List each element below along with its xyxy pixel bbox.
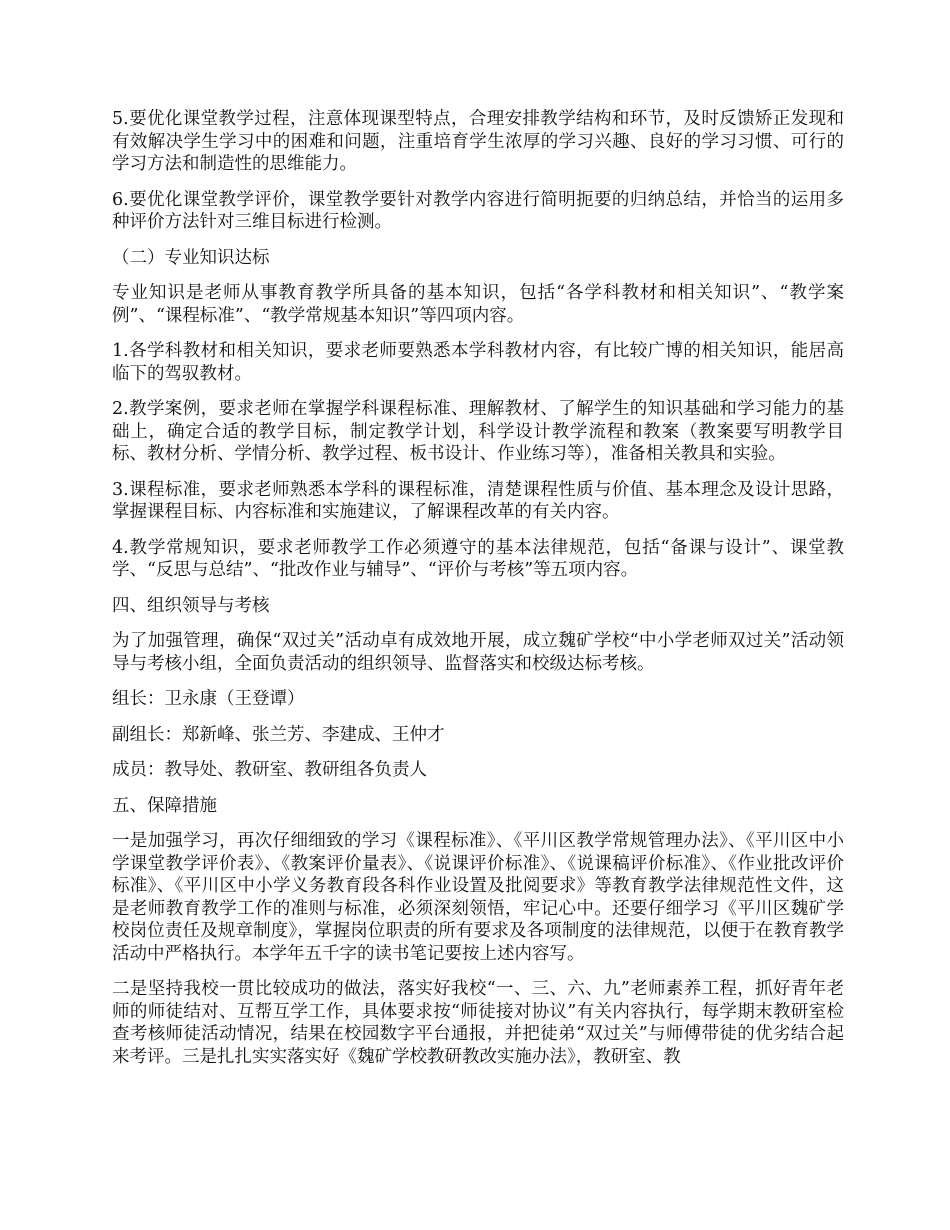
paragraph-organization-intro: 为了加强管理，确保“双过关”活动卓有成效地开展，成立魏矿学校“中小学老师双过关”活动领导与考核小组，全面负责活动的组织领导、监督落实和校级达标考核。 <box>112 631 844 674</box>
section-heading-safeguards: 五、保障措施 <box>112 795 217 816</box>
paragraph-deputy-leaders: 副组长：郑新峰、张兰芳、李建成、王仲才 <box>112 724 445 745</box>
paragraph-professional-knowledge-intro: 专业知识是老师从事教育教学所具备的基本知识，包括“各学科教材和相关知识”、“教学案例”、“课程标准”、“教学常规基本知识”等四项内容。 <box>112 283 844 326</box>
paragraph-knowledge-item-4: 4.教学常规知识，要求老师教学工作必须遵守的基本法律规范，包括“备课与设计”、课堂教学、“反思与总结”、“批改作业与辅导”、“评价与考核”等五项内容。 <box>112 537 844 580</box>
section-heading-organization: 四、组织领导与考核 <box>112 595 270 616</box>
document-page <box>112 108 844 1081</box>
paragraph-item-5: 5.要优化课堂教学过程，注意体现课型特点，合理安排教学结构和环节，及时反馈矫正发现和有效解决学生学习中的困难和问题，注重培育学生浓厚的学习兴趣、良好的学习习惯、可行的学习方法和制造性的思维能力。 <box>112 109 844 174</box>
paragraph-knowledge-item-3: 3.课程标准，要求老师熟悉本学科的课程标准，清楚课程性质与价值、基本理念及设计思路，掌握课程目标、内容标准和实施建议，了解课程改革的有关内容。 <box>112 479 844 522</box>
section-heading-professional-knowledge: （二）专业知识达标 <box>112 247 270 268</box>
paragraph-group-leader: 组长：卫永康（王登谭） <box>112 689 305 709</box>
paragraph-safeguard-1: 一是加强学习，再次仔细细致的学习《课程标准》、《平川区教学常规管理办法》、《平川区中小学课堂教学评价表》、《教案评价量表》、《说课评价标准》、《说课稿评价标准》、《作业批改评价标准》、《平川区中小学义务教育段各科作业设置及批阅要求》等教育教学法律规范性文件，这是老师教育教学工作的准则与标准，必须深刻领悟，牢记心中。还要仔细学习《平川区魏矿学校岗位责任及规章制度》，掌握岗位职责的所有要求及各项制度的法律规范，以便于在教育教学活动中严格执行。本学年五千字的读书笔记要按上述内容写。 <box>112 831 844 964</box>
paragraph-safeguard-2: 二是坚持我校一贯比较成功的做法，落实好我校“一、三、六、九”老师素养工程，抓好青年老师的师徒结对、互帮互学工作，具体要求按“师徒接对协议”有关内容执行，每学期末教研室检查考核师徒活动情况，结果在校园数字平台通报，并把徒弟“双过关”与师傅带徒的优劣结合起来考评。三是扎扎实实落实好《魏矿学校教研教改实施办法》，教研室、教 <box>112 979 844 1067</box>
paragraph-item-6: 6.要优化课堂教学评价，课堂教学要针对教学内容进行简明扼要的归纳总结，并恰当的运用多种评价方法针对三维目标进行检测。 <box>112 189 844 232</box>
paragraph-knowledge-item-2: 2.教学案例，要求老师在掌握学科课程标准、理解教材、了解学生的知识基础和学习能力的基础上，确定合适的教学目标，制定教学计划，科学设计教学流程和教案（教案要写明教学目标、教材分析、学情分析、教学过程、板书设计、作业练习等），准备相关教具和实验。 <box>112 399 844 464</box>
paragraph-members: 成员：教导处、教研室、教研组各负责人 <box>112 760 427 780</box>
paragraph-knowledge-item-1: 1.各学科教材和相关知识，要求老师要熟悉本学科教材内容，有比较广博的相关知识，能居高临下的驾驭教材。 <box>112 341 844 384</box>
